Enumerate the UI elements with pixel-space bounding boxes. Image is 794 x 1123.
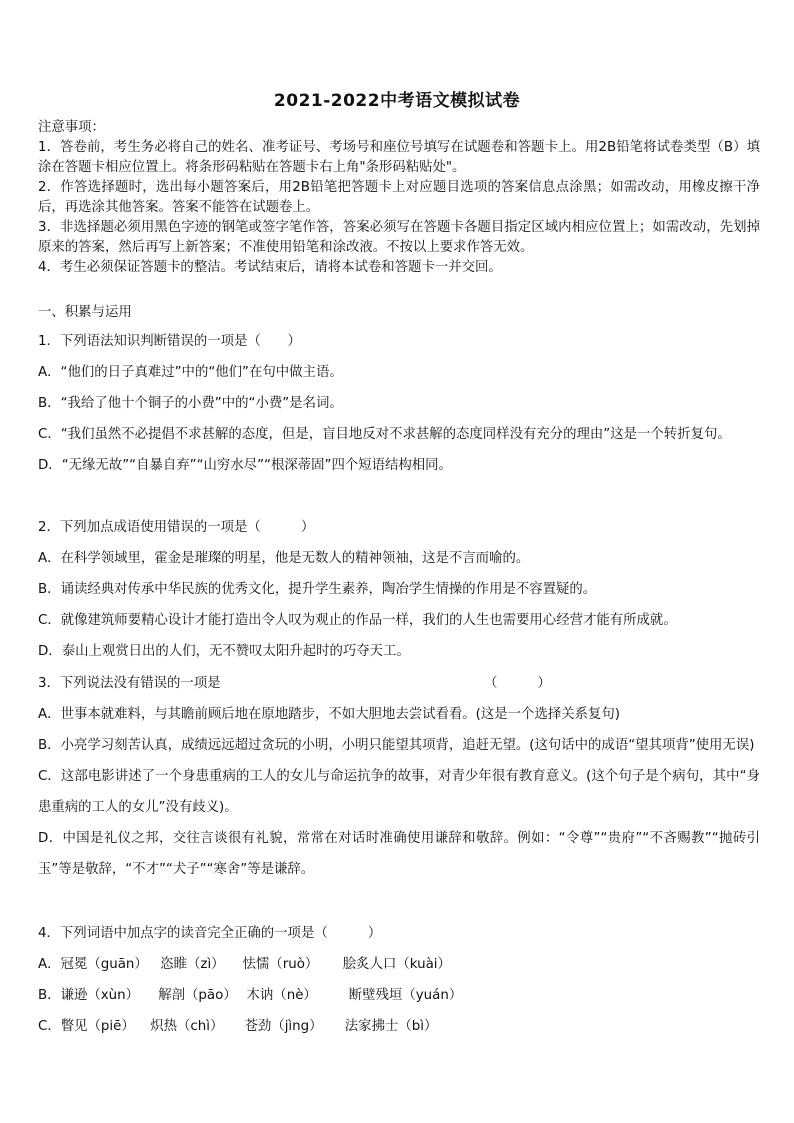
note-item: 3．非选择题必须用黑色字迹的钢笔或签字笔作答，答案必须写在答题卡各题目指定区域内相应位置上；如需改动，先划掉原来的答案，然后再写上新答案；不准使用铅笔和涂改液。不按以上要求作答无效。 — [38, 220, 760, 255]
option-word: 怯懦（ruò） — [242, 957, 319, 972]
question-stem: 3．下列说法没有错误的一项是 — [38, 676, 221, 691]
notes-section — [38, 118, 760, 278]
option-d: D．泰山上观赏日出的人们，无不赞叹太阳升起时的巧夺天工。 — [38, 644, 410, 659]
option-d: D．中国是礼仪之邦，交往言谈很有礼貌，常常在对话时准确使用谦辞和敬辞。例如：“令尊”“贵府”“不吝赐教”“抛砖引玉”等是敬辞，“不才”“犬子”“寒舍”等是谦辞。 — [38, 831, 760, 877]
option-word: 炽热（chì） — [150, 1019, 224, 1034]
note-item: 4．考生必须保证答题卡的整洁。考试结束后，请将本试卷和答题卡一并交回。 — [38, 260, 502, 275]
answer-paren: （ ） — [484, 676, 551, 691]
option-b: B．诵读经典对传承中华民族的优秀文化，提升学生素养，陶冶学生情操的作用是不容置疑的。 — [38, 582, 597, 597]
option-c: C．“我们虽然不必提倡不求甚解的态度，但是，盲目地反对不求甚解的态度同样没有充分的理由”这是一个转折复句。 — [38, 427, 731, 442]
question-4 — [38, 918, 760, 1042]
question-stem-row — [38, 668, 760, 699]
option-d: D．“无缘无故”“自暴自弃”“山穷水尽”“根深蒂固”四个短语结构相同。 — [38, 458, 452, 473]
option-a — [38, 949, 760, 980]
option-word: 恣睢（zì） — [160, 957, 225, 972]
note-item: 2．作答选择题时，选出每小题答案后，用2B铅笔把答题卡上对应题目选项的答案信息点涂黑；如需改动，用橡皮擦干净后，再选涂其他答案。答案不能答在试题卷上。 — [38, 180, 760, 215]
question-3 — [38, 668, 760, 885]
option-word: A．冠冕（guān） — [38, 957, 148, 972]
option-c: C．这部电影讲述了一个身患重病的工人的女儿与命运抗争的故事，对青少年很有教育意义。(这个句子是个病句，其中“身患重病的工人的女儿”没有歧义)。 — [38, 769, 760, 815]
question-1 — [38, 326, 760, 481]
question-stem: 1．下列语法知识判断错误的一项是（ ） — [38, 334, 301, 349]
option-word: B．谦逊（xùn） — [38, 988, 140, 1003]
note-item: 1．答卷前，考生务必将自己的姓名、准考证号、考场号和座位号填写在试题卷和答题卡上。用2B铅笔将试卷类型（B）填涂在答题卡相应位置上。将条形码粘贴在答题卡右上角"条形码粘贴处"。 — [38, 140, 760, 175]
option-c: C．就像建筑师要精心设计才能打造出令人叹为观止的作品一样，我们的人生也需要用心经营才能有所成就。 — [38, 613, 677, 628]
option-word: 断壁残垣（yuán） — [348, 988, 463, 1003]
option-word: 苍劲（jìng） — [244, 1019, 323, 1034]
section-heading: 一、积累与运用 — [38, 305, 132, 320]
option-word: 木讷（nè） — [246, 988, 317, 1003]
option-b: B．“我给了他十个铜子的小费”中的“小费”是名词。 — [38, 396, 343, 411]
option-word: 解剖（pāo） — [158, 988, 237, 1003]
question-2 — [38, 512, 760, 667]
page-title: 2021-2022中考语文模拟试卷 — [273, 91, 521, 111]
option-b — [38, 980, 760, 1011]
option-word: 法家拂士（bì） — [344, 1019, 438, 1034]
question-stem: 4．下列词语中加点字的读音完全正确的一项是（ ） — [38, 926, 382, 941]
option-a: A．世事本就难料，与其瞻前顾后地在原地踏步，不如大胆地去尝试看看。(这是一个选择关系复句) — [38, 707, 621, 722]
question-stem: 2．下列加点成语使用错误的一项是（ ） — [38, 520, 315, 535]
notes-heading: 注意事项： — [38, 120, 105, 135]
option-b: B．小亮学习刻苦认真，成绩远远超过贪玩的小明，小明只能望其项背，追赶无望。(这句话中的成语“望其项背”使用无误) — [38, 738, 755, 753]
option-a: A．“他们的日子真难过”中的“他们”在句中做主语。 — [38, 365, 343, 380]
option-a: A．在科学领域里，霍金是璀璨的明星，他是无数人的精神领袖，这是不言而喻的。 — [38, 551, 530, 566]
option-word: 脍炙人口（kuài） — [342, 957, 451, 972]
option-c — [38, 1011, 760, 1042]
option-word: C．瞥见（piē） — [38, 1019, 135, 1034]
